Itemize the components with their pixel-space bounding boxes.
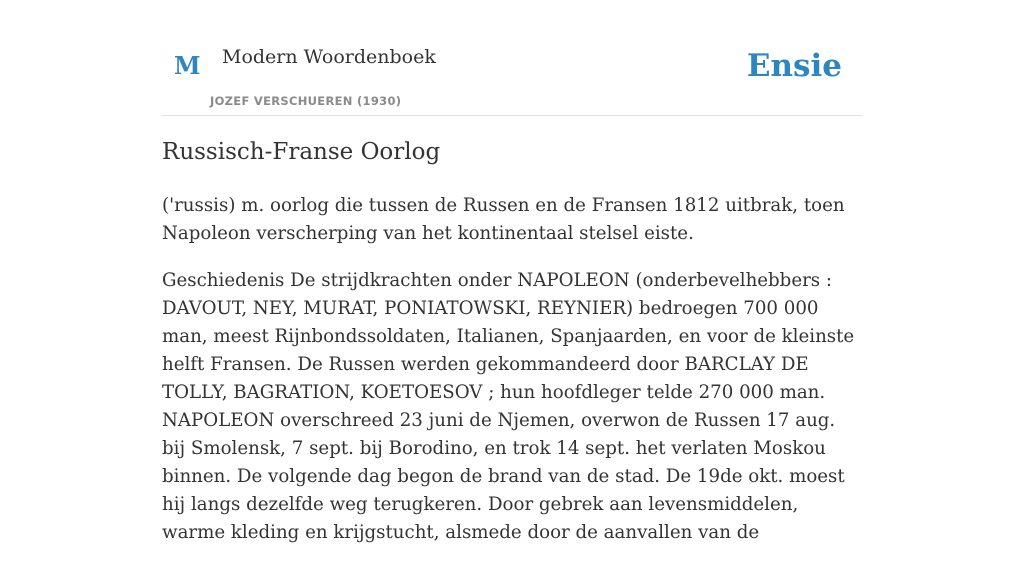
content-container [162,0,862,543]
book-logo[interactable]: M [174,51,201,80]
entry-body [162,192,862,566]
ensie-logo-link[interactable]: Ensie [746,48,842,84]
book-author: JOZEF VERSCHUEREN (1930) [210,94,402,108]
book-header [162,0,862,116]
entry-paragraph-history: Geschiedenis De strijdkrachten onder NAPOLEON (onderbevelhebbers : DAVOUT, NEY, MURAT, PONIATOWSKI, REYNIER) bedroegen 700 000 man, meest Rijnbondssoldaten, Italianen, Spanjaarden, en voor de kleinste helft Fransen. De Russen werden gekommandeerd door BARCLAY DE TOLLY, BAGRATION, KOETOESOV ; hun hoofdleger telde 270 000 man. NAPOLEON overschreed 23 juni de Njemen, overwon de Russen 17 aug. bij Smolensk, 7 sept. bij Borodino, en trok 14 sept. het verlaten Moskou binnen. De volgende dag begon de brand van de stad. De 19de okt. moest hij langs dezelfde weg terugkeren. Door gebrek aan levensmiddelen, warme kleding en krijgstucht, alsmede door de aanvallen van de [162,270,855,543]
entry-paragraph-definition: ('russis) m. oorlog die tussen de Russen en de Fransen 1812 uitbrak, toen Napoleon verscherping van het kontinentaal stelsel eiste. [162,195,845,244]
book-title-link[interactable]: Modern Woordenboek [222,46,436,68]
entry-title: Russisch-Franse Oorlog [162,139,441,165]
